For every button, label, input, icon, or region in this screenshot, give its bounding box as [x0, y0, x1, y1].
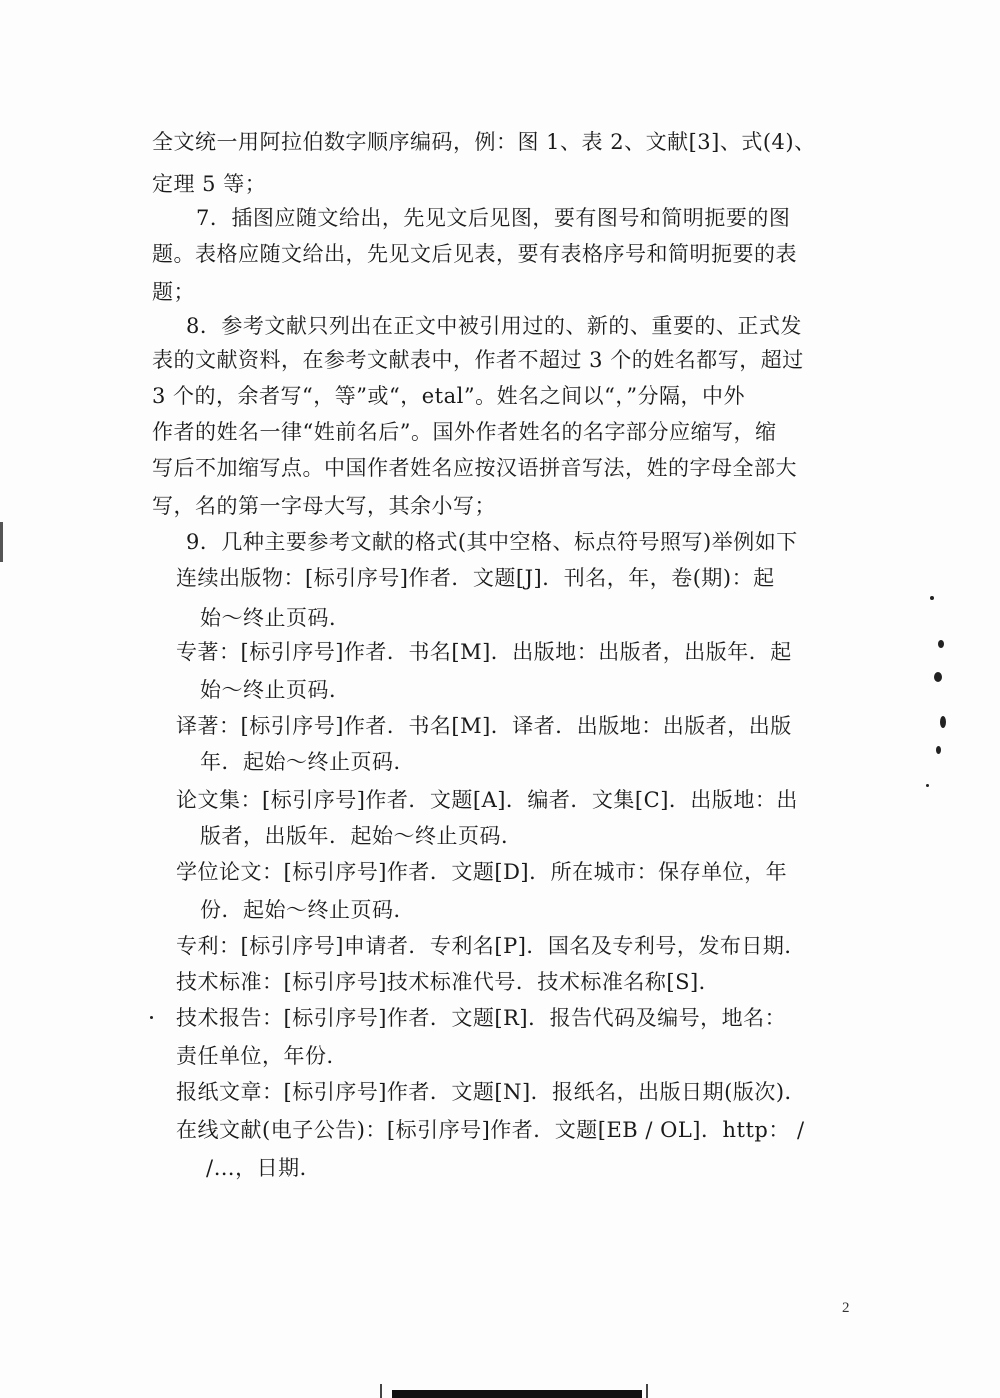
scan-speckle [940, 716, 946, 728]
reference-format-line: 始～终止页码． [200, 606, 351, 630]
scan-speckle [150, 1016, 153, 1019]
reference-format-line: 论文集：[标引序号]作者．文题[A]．编者．文集[C]．出版地：出 [176, 788, 798, 812]
text-line: 3 个的，余者写“，等”或“，etal”。姓名之间以“，”分隔，中外 [152, 384, 746, 408]
text-line: 全文统一用阿拉伯数字顺序编码，例：图 1、表 2、文献[3]、式(4)、 [152, 130, 816, 154]
scan-speckle [930, 596, 934, 600]
scan-speckle [936, 746, 941, 754]
reference-format-line: 版者，出版年．起始～终止页码． [200, 824, 523, 848]
text-line: 7．插图应随文给出，先见文后见图，要有图号和简明扼要的图 [196, 206, 791, 230]
text-line: 作者的姓名一律“姓前名后”。国外作者姓名的名字部分应缩写，缩 [152, 420, 777, 444]
text-line: 写，名的第一字母大写，其余小写； [152, 494, 496, 518]
reference-format-line: 译著：[标引序号]作者．书名[M]．译者．出版地：出版者，出版 [176, 714, 792, 738]
reference-format-line: 技术报告：[标引序号]作者．文题[R]．报告代码及编号，地名： [176, 1006, 787, 1030]
reference-format-line: 份．起始～终止页码． [200, 898, 415, 922]
reference-format-line: 始～终止页码． [200, 678, 351, 702]
page-number: 2 [842, 1300, 850, 1316]
scan-margin-mark [0, 522, 3, 562]
text-line: 9．几种主要参考文献的格式(其中空格、标点符号照写)举例如下 [186, 530, 798, 554]
reference-format-line: /…，日期． [206, 1156, 322, 1180]
text-line: 写后不加缩写点。中国作者姓名应按汉语拼音写法，姓的字母全部大 [152, 456, 797, 480]
scan-speckle [926, 784, 929, 787]
reference-format-line: 报纸文章：[标引序号]作者．文题[N]．报纸名，出版日期(版次)． [176, 1080, 807, 1104]
reference-format-line: 学位论文：[标引序号]作者．文题[D]．所在城市：保存单位，年 [176, 860, 788, 884]
reference-format-line: 技术标准：[标引序号]技术标准代号．技术标准名称[S]． [176, 970, 721, 994]
reference-format-line: 专著：[标引序号]作者．书名[M]．出版地：出版者，出版年．起 [176, 640, 792, 664]
scan-speckle [934, 672, 942, 682]
text-line: 定理 5 等； [152, 172, 267, 196]
reference-format-line: 年．起始～终止页码． [200, 750, 415, 774]
reference-format-line: 责任单位，年份． [176, 1044, 348, 1068]
scan-bottom-bar [392, 1390, 642, 1398]
text-line: 8．参考文献只列出在正文中被引用过的、新的、重要的、正式发 [186, 314, 802, 338]
text-line: 题。表格应随文给出，先见文后见表，要有表格序号和简明扼要的表 [152, 242, 797, 266]
scan-speckle [938, 640, 944, 648]
reference-format-line: 连续出版物：[标引序号]作者．文题[J]．刊名，年，卷(期)：起 [176, 566, 775, 590]
scan-tick-right [646, 1384, 648, 1398]
reference-format-line: 在线文献(电子公告)：[标引序号]作者．文题[EB / OL]．http： / [176, 1118, 805, 1142]
scan-tick-left [380, 1384, 382, 1398]
text-line: 题； [152, 280, 195, 304]
text-line: 表的文献资料，在参考文献表中，作者不超过 3 个的姓名都写，超过 [152, 348, 804, 372]
reference-format-line: 专利：[标引序号]申请者．专利名[P]．国名及专利号，发布日期． [176, 934, 806, 958]
